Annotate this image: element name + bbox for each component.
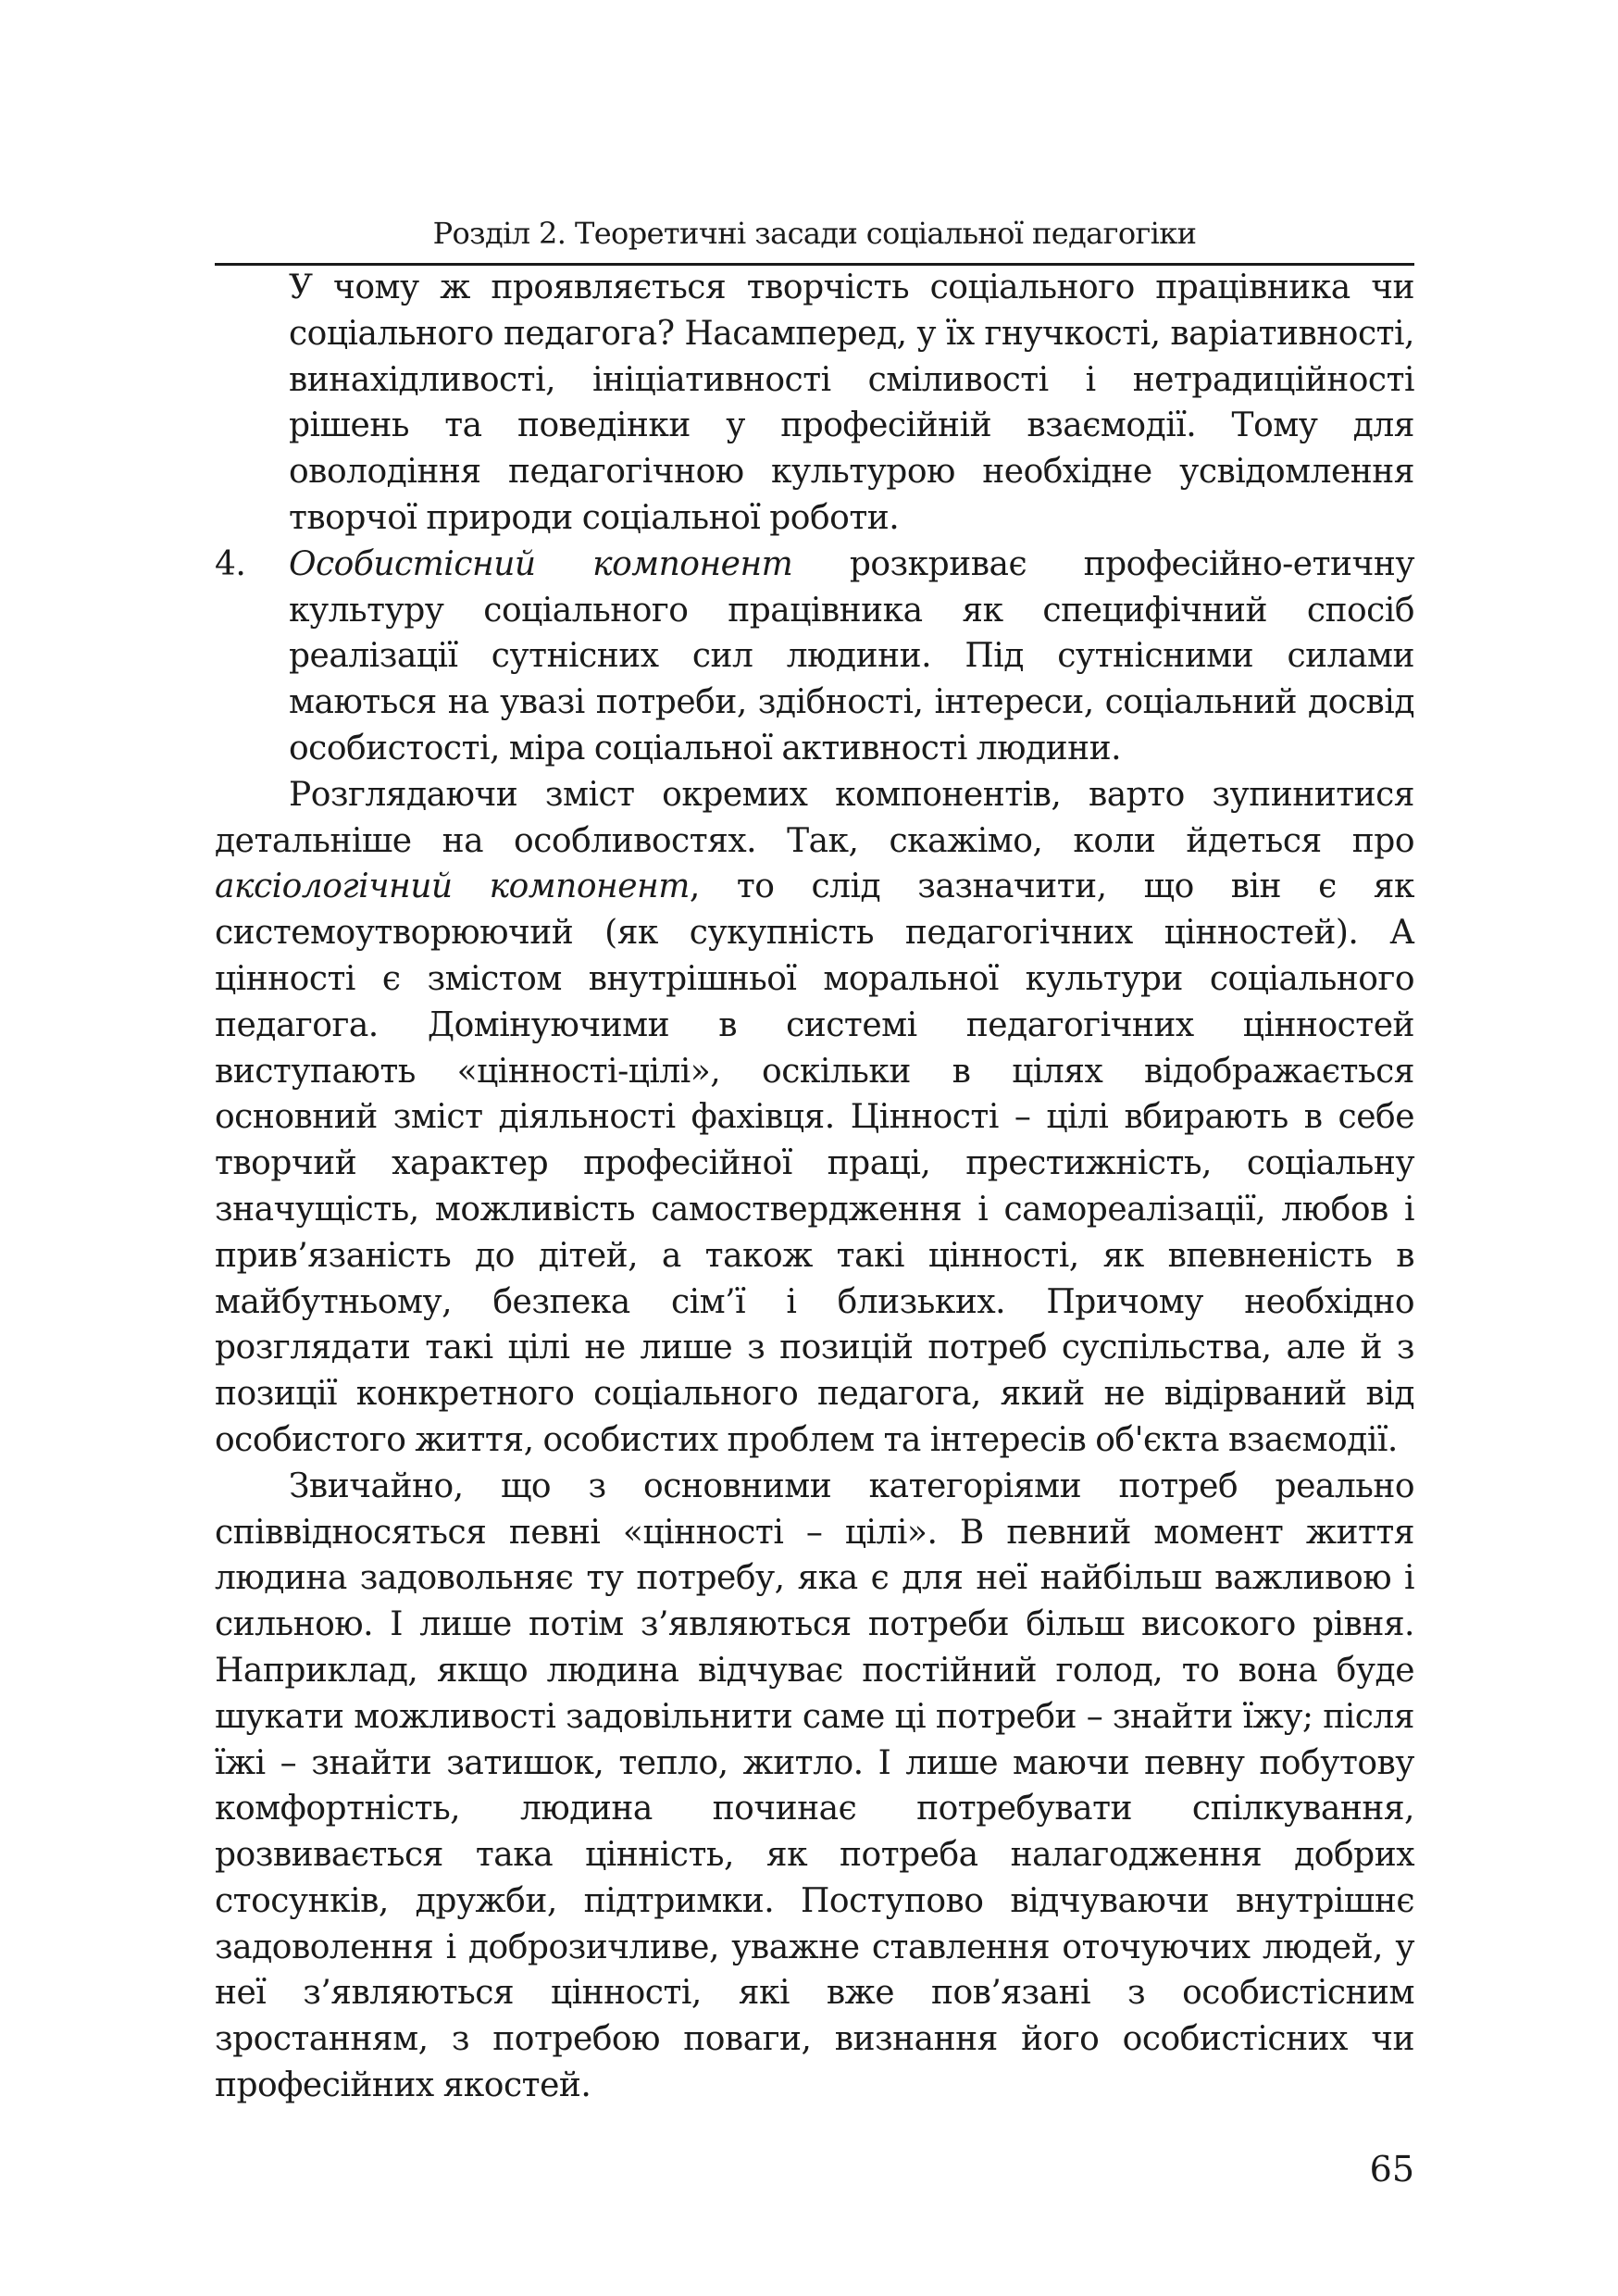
italic-term: аксіологічний компонент [215,867,690,906]
list-item-text [289,542,1414,772]
list-number: 4. [215,544,246,583]
list-item-4 [215,542,1414,772]
paragraph-needs: Звичайно, що з основними категоріями потреб реально співвідносяться певні «цінності – цілі». В певний момент життя людина задовольняє ту потребу, яка є для неї найбільш важливою і сильною. І лише потім з’являються потреби більш високого рівня. Наприклад, якщо людина відчуває постійний голод, то вона буде шукати можливості задовільнити саме ці потреби – знайти їжу; після їжі – знайти затишок, тепло, житло. І лише маючи певну побутову комфортність, людина починає потребувати спілкування, розвивається така цінність, як потреба налагодження добрих стосунків, дружби, підтримки. Поступово відчуваючи внутрішнє задоволення і доброзичливе, уважне ставлення оточуючих людей, у неї з’являються цінності, які вже пов’язані з особистісним зростанням, з потребою поваги, визнання його особистісних чи професійних якостей. [215,1466,1414,2105]
running-header: Розділ 2. Теоретичні засади соціальної педагогіки [432,216,1197,251]
paragraph-text: , то слід зазначити, що він є як системоутворюючий (як сукупність педагогічних цінностей). А цінності є змістом внутрішньої моральної культури соціального педагога. Домінуючими в системі педагогічних цінностей виступають «цінності-цілі», оскільки в цілях відображається основний зміст діяльності фахівця. Цінності – цілі вбирають в себе творчий характер професійної праці, престижність, соціальну значущість, можливість самоствердження і самореалізації, любов і прив’язаність до дітей, а також такі цінності, як впевненість в майбутньому, безпека сім’ї і близьких. Причому необхідно розглядати такі цілі не лише з позицій потреб суспільства, але й з позиції конкретного соціального педагога, який не відірваний від особистого життя, особистих проблем та інтересів об'єкта взаємодії. [215,867,1414,1459]
continuation-paragraph: У чому ж проявляється творчість соціального працівника чи соціального педагога? Насамперед, у їх гнучкості, варіативності, винахідливості, ініціативності сміливості і нетрадиційності рішень та поведінки у професійній взаємодії. Тому для оволодіння педагогічною культурою необхідне усвідомлення творчої природи соціальної роботи. [289,268,1414,537]
paragraph-text: Розглядаючи зміст окремих компонентів, варто зупинитися детальніше на особливостях. Так, скажімо, коли йдеться про [215,775,1414,860]
page-number: 65 [1369,2149,1414,2190]
paragraph-axiological [215,772,1414,1464]
page-body [215,265,1414,2109]
italic-term: Особистісний компонент [289,544,793,583]
list-item-body: розкриває професійно-етичну культуру соціального працівника як специфічний спосіб реалізації сутнісних сил людини. Під сутнісними силами маються на увазі потреби, здібності, інтереси, соціальний досвід особистості, міра соціальної активності людини. [289,544,1415,767]
